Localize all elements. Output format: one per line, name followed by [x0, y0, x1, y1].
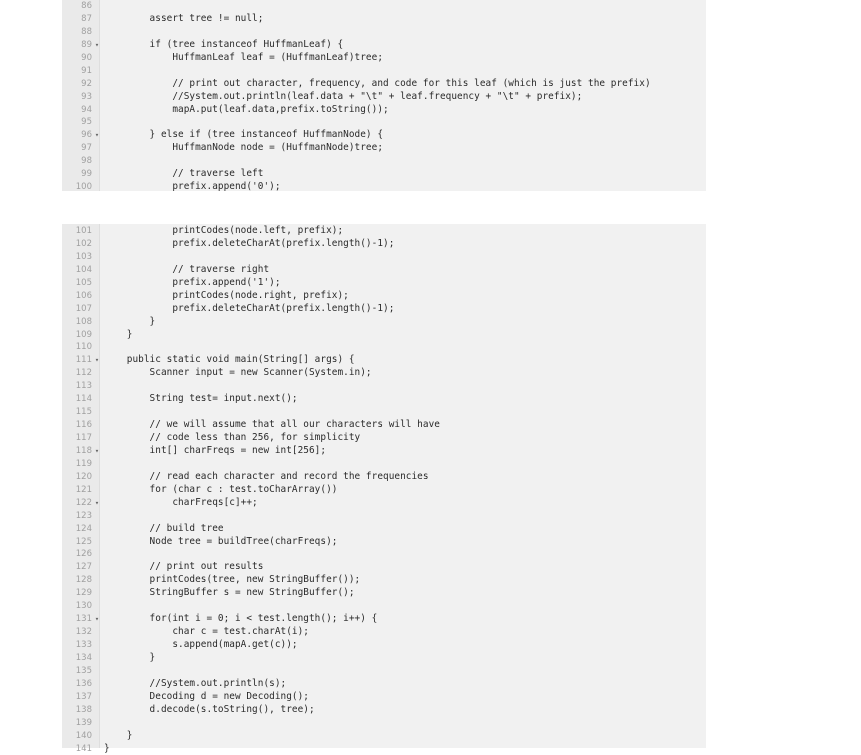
line-number: 94: [62, 104, 92, 117]
code-line: [62, 587, 706, 600]
code-text: // print out character, frequency, and code for this leaf (which is just the prefix): [104, 78, 651, 91]
line-number: 112: [62, 367, 92, 380]
code-text: printCodes(tree, new StringBuffer());: [104, 574, 360, 587]
line-number: 141: [62, 743, 92, 755]
line-number: 101: [62, 225, 92, 238]
code-text: }: [104, 329, 132, 342]
line-number: 115: [62, 406, 92, 419]
line-number: 122: [62, 497, 92, 510]
line-number: 119: [62, 458, 92, 471]
line-number: 128: [62, 574, 92, 587]
code-line: [62, 341, 706, 354]
code-line: [62, 548, 706, 561]
code-text: Decoding d = new Decoding();: [104, 691, 309, 704]
code-text: //System.out.println(leaf.data + "\t" + leaf.frequency + "\t" + prefix);: [104, 91, 582, 104]
line-number: 114: [62, 393, 92, 406]
code-line: [62, 116, 706, 129]
code-text: printCodes(node.right, prefix);: [104, 290, 349, 303]
fold-arrow-icon[interactable]: ▾: [94, 129, 100, 142]
code-line: [62, 665, 706, 678]
line-number: 117: [62, 432, 92, 445]
code-line: [62, 497, 706, 510]
line-number: 106: [62, 290, 92, 303]
code-line: [62, 26, 706, 39]
code-line: [62, 303, 706, 316]
line-number: 95: [62, 116, 92, 129]
code-text: // traverse left: [104, 168, 263, 181]
code-editor-panel-top: [62, 0, 706, 191]
code-line: [62, 52, 706, 65]
code-line: [62, 484, 706, 497]
line-number: 105: [62, 277, 92, 290]
code-line: [62, 329, 706, 342]
line-number: 110: [62, 341, 92, 354]
code-text: StringBuffer s = new StringBuffer();: [104, 587, 355, 600]
code-editor-panel-bottom: [62, 224, 706, 748]
code-line: [62, 678, 706, 691]
code-text: assert tree != null;: [104, 13, 263, 26]
code-text: prefix.deleteCharAt(prefix.length()-1);: [104, 303, 394, 316]
code-line: [62, 78, 706, 91]
line-number: 126: [62, 548, 92, 561]
line-number: 118: [62, 445, 92, 458]
line-number: 100: [62, 181, 92, 194]
code-text: d.decode(s.toString(), tree);: [104, 704, 315, 717]
code-line: [62, 432, 706, 445]
line-number: 99: [62, 168, 92, 181]
line-number: 127: [62, 561, 92, 574]
line-number: 113: [62, 380, 92, 393]
code-text: // we will assume that all our characters will have: [104, 419, 440, 432]
code-text: Node tree = buildTree(charFreqs);: [104, 536, 337, 549]
line-number: 90: [62, 52, 92, 65]
code-text: mapA.put(leaf.data,prefix.toString());: [104, 104, 389, 117]
code-text: // traverse right: [104, 264, 269, 277]
code-line: [62, 743, 706, 755]
code-line: [62, 168, 706, 181]
line-number: 102: [62, 238, 92, 251]
code-text: // build tree: [104, 523, 224, 536]
line-number: 103: [62, 251, 92, 264]
line-number: 108: [62, 316, 92, 329]
code-text: charFreqs[c]++;: [104, 497, 258, 510]
line-number: 97: [62, 142, 92, 155]
line-number: 104: [62, 264, 92, 277]
line-number: 107: [62, 303, 92, 316]
code-line: [62, 380, 706, 393]
code-line: [62, 142, 706, 155]
line-number: 140: [62, 730, 92, 743]
code-text: s.append(mapA.get(c));: [104, 639, 298, 652]
code-line: [62, 717, 706, 730]
line-number: 139: [62, 717, 92, 730]
code-text: int[] charFreqs = new int[256];: [104, 445, 326, 458]
code-line: [62, 471, 706, 484]
code-text: prefix.append('0');: [104, 181, 281, 194]
code-line: [62, 626, 706, 639]
line-number: 93: [62, 91, 92, 104]
code-line: [62, 600, 706, 613]
code-line: [62, 406, 706, 419]
line-number: 92: [62, 78, 92, 91]
code-line: [62, 458, 706, 471]
line-number: 120: [62, 471, 92, 484]
code-line: [62, 704, 706, 717]
code-text: } else if (tree instanceof HuffmanNode) {: [104, 129, 383, 142]
code-line: [62, 561, 706, 574]
code-line: [62, 155, 706, 168]
line-number: 138: [62, 704, 92, 717]
code-lines: [62, 0, 706, 194]
line-number: 130: [62, 600, 92, 613]
code-text: }: [104, 743, 110, 755]
code-text: // print out results: [104, 561, 263, 574]
code-line: [62, 445, 706, 458]
line-number: 121: [62, 484, 92, 497]
line-number: 88: [62, 26, 92, 39]
line-number: 123: [62, 510, 92, 523]
code-text: Scanner input = new Scanner(System.in);: [104, 367, 372, 380]
code-text: if (tree instanceof HuffmanLeaf) {: [104, 39, 343, 52]
code-text: prefix.append('1');: [104, 277, 281, 290]
code-line: [62, 613, 706, 626]
fold-arrow-icon[interactable]: ▾: [94, 354, 100, 367]
line-number: 91: [62, 65, 92, 78]
code-line: [62, 691, 706, 704]
code-line: [62, 393, 706, 406]
line-number: 131: [62, 613, 92, 626]
line-number: 137: [62, 691, 92, 704]
code-line: [62, 104, 706, 117]
line-number: 111: [62, 354, 92, 367]
code-line: [62, 290, 706, 303]
code-line: [62, 0, 706, 13]
fold-arrow-icon[interactable]: ▾: [94, 445, 100, 458]
code-text: printCodes(node.left, prefix);: [104, 225, 343, 238]
line-number: 87: [62, 13, 92, 26]
code-text: }: [104, 652, 155, 665]
code-text: String test= input.next();: [104, 393, 298, 406]
line-number: 116: [62, 419, 92, 432]
line-number: 124: [62, 523, 92, 536]
line-number: 135: [62, 665, 92, 678]
line-number: 136: [62, 678, 92, 691]
code-lines: [62, 225, 706, 755]
code-line: [62, 225, 706, 238]
code-line: [62, 13, 706, 26]
code-text: for (char c : test.toCharArray()): [104, 484, 337, 497]
code-line: [62, 277, 706, 290]
code-line: [62, 91, 706, 104]
code-line: [62, 65, 706, 78]
line-number: 86: [62, 0, 92, 13]
code-line: [62, 264, 706, 277]
line-number: 133: [62, 639, 92, 652]
code-line: [62, 251, 706, 264]
fold-arrow-icon[interactable]: ▾: [94, 39, 100, 52]
line-number: 96: [62, 129, 92, 142]
line-number: 129: [62, 587, 92, 600]
code-text: }: [104, 730, 132, 743]
code-line: [62, 510, 706, 523]
code-line: [62, 129, 706, 142]
code-text: char c = test.charAt(i);: [104, 626, 309, 639]
code-line: [62, 367, 706, 380]
code-line: [62, 574, 706, 587]
code-text: for(int i = 0; i < test.length(); i++) {: [104, 613, 377, 626]
code-text: // code less than 256, for simplicity: [104, 432, 360, 445]
code-text: prefix.deleteCharAt(prefix.length()-1);: [104, 238, 394, 251]
code-line: [62, 354, 706, 367]
code-line: [62, 419, 706, 432]
code-line: [62, 639, 706, 652]
code-text: }: [104, 316, 155, 329]
line-number: 89: [62, 39, 92, 52]
code-text: public static void main(String[] args) {: [104, 354, 355, 367]
line-number: 132: [62, 626, 92, 639]
fold-arrow-icon[interactable]: ▾: [94, 613, 100, 626]
code-text: //System.out.println(s);: [104, 678, 286, 691]
line-number: 125: [62, 536, 92, 549]
code-text: HuffmanLeaf leaf = (HuffmanLeaf)tree;: [104, 52, 383, 65]
line-number: 134: [62, 652, 92, 665]
code-line: [62, 536, 706, 549]
code-line: [62, 39, 706, 52]
line-number: 109: [62, 329, 92, 342]
code-text: // read each character and record the frequencies: [104, 471, 429, 484]
code-line: [62, 652, 706, 665]
code-line: [62, 523, 706, 536]
line-number: 98: [62, 155, 92, 168]
code-line: [62, 238, 706, 251]
code-line: [62, 316, 706, 329]
code-text: HuffmanNode node = (HuffmanNode)tree;: [104, 142, 383, 155]
code-line: [62, 730, 706, 743]
fold-arrow-icon[interactable]: ▾: [94, 497, 100, 510]
code-line: [62, 181, 706, 194]
